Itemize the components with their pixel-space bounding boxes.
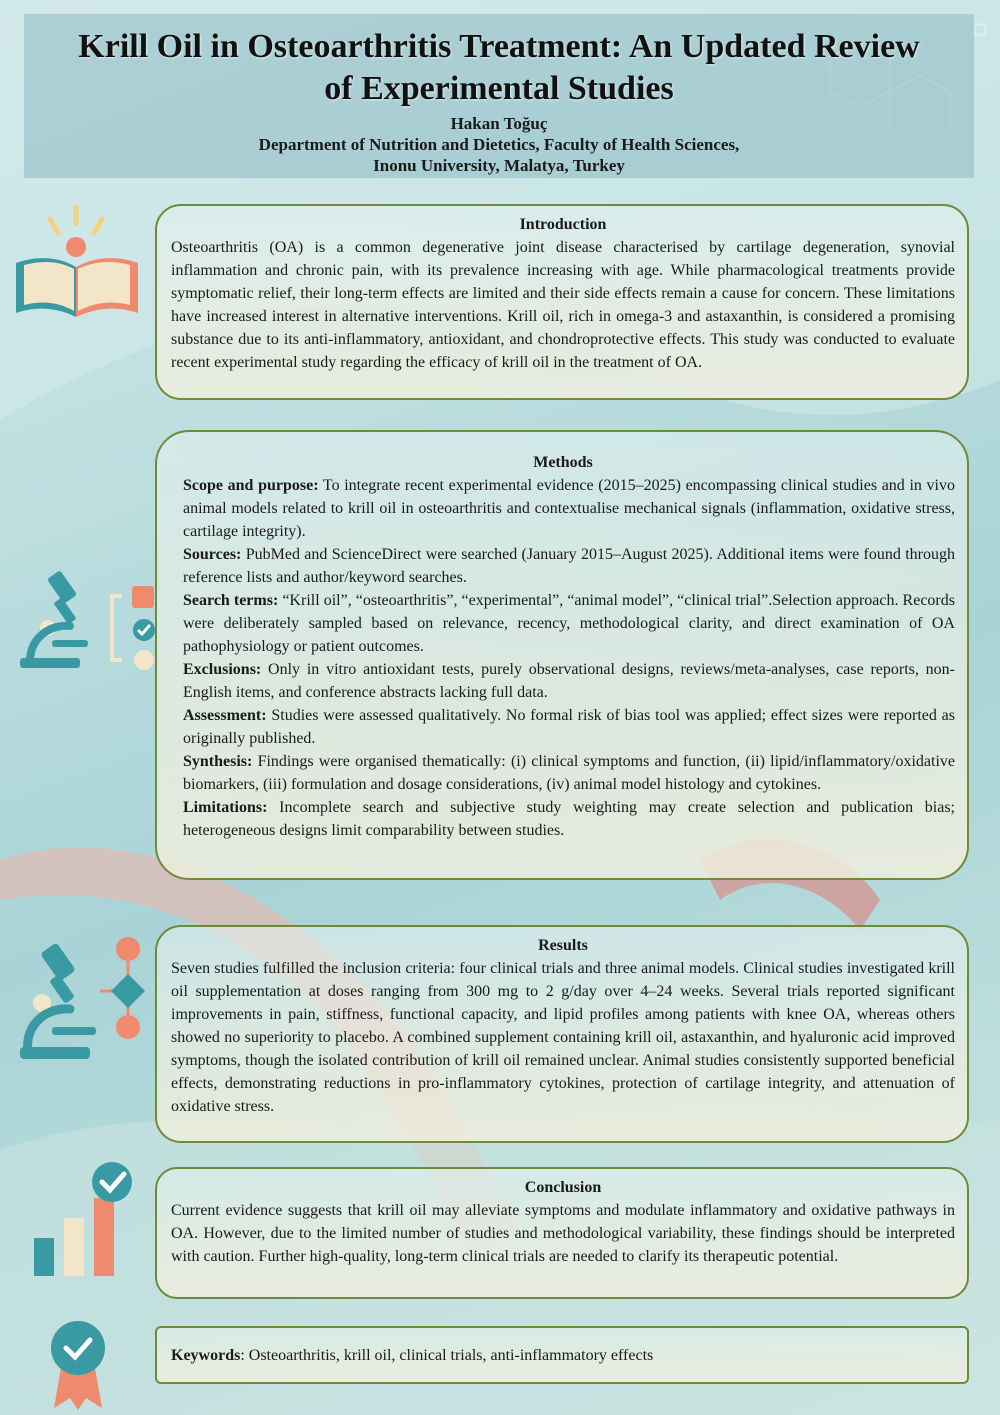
affiliation-line-1: Department of Nutrition and Dietetics, Faculty of Health Sciences, [258,135,740,154]
methods-item-label: Assessment: [183,707,267,724]
methods-item-label: Exclusions: [183,661,262,678]
methods-item-synthesis [183,750,955,796]
microscope-flow-icon [18,935,158,1065]
results-text: Seven studies fulfilled the inclusion criteria: four clinical trials and three animal models. Clinical studies investigated krill oil supplementation at doses ranging from 300 mg to 2 g/day over 4–24 weeks. Several trials reported significant improvements in pain, stiffness, functional capacity, and lipid profiles among patients with knee OA, whereas others showed no superiority to placebo. A combined supplement containing krill oil, astaxanthin, and hyaluronic acid improved symptoms, though the isolated contribution of krill oil remained unclear. Animal studies consistently supported beneficial effects, demonstrating reductions in pro-inflammatory cytokines, protection of cartilage integrity, and attenuation of oxidative stress. [171,960,955,1115]
open-book-icon [10,205,145,325]
methods-item-text: Only in vitro antioxidant tests, purely observational designs, reviews/meta-analyses, case reports, non-English items, and conference abstracts lacking full data. [183,661,955,701]
methods-item-limitations [183,796,955,842]
methods-item-exclusions [183,658,955,704]
methods-item-label: Synthesis: [183,753,253,770]
title-line-1: Krill Oil in Osteoarthritis Treatment: An Updated Review [78,28,920,65]
methods-section [155,430,969,880]
methods-item-label: Search terms: [183,592,279,609]
methods-item-label: Sources: [183,546,242,563]
conclusion-heading: Conclusion [524,1179,602,1196]
methods-heading: Methods [533,454,593,471]
results-section [155,925,969,1143]
methods-item-assessment [183,704,955,750]
methods-item-text: Findings were organised thematically: (i) clinical symptoms and function, (ii) lipid/inflammatory/oxidative biomarkers, (iii) formulation and dosage considerations, (iv) animal model histology and cytokines. [183,753,955,793]
methods-item-text: PubMed and ScienceDirect were searched (January 2015–August 2025). Additional items were found through reference lists and author/keyword searches. [183,546,955,586]
introduction-section [155,204,969,400]
introduction-text: Osteoarthritis (OA) is a common degenerative joint disease characterised by cartilage degeneration, synovial inflammation and chronic pain, with its prevalence increasing with age. While pharmacological treatments provide symptomatic relief, their long-term effects are limited and their side effects remain a cause for concern. These limitations have increased interest in alternative interventions. Krill oil, rich in omega-3 and astaxanthin, is considered a promising substance due to its anti-inflammatory, antioxidant, and chondroprotective effects. This study was conducted to evaluate recent experimental study regarding the efficacy of krill oil in the treatment of OA. [171,239,955,371]
methods-item-text: Studies were assessed qualitatively. No formal risk of bias tool was applied; effect sizes were reported as originally published. [183,707,955,747]
methods-item-sources [183,543,955,589]
methods-item-search-terms [183,589,955,658]
keywords-section [155,1326,969,1384]
results-heading: Results [538,937,588,954]
conclusion-text: Current evidence suggests that krill oil may alleviate symptoms and modulate inflammatory and oxidative pathways in OA. However, due to the limited number of studies and methodological variability, these findings should be interpreted with caution. Further high-quality, long-term clinical trials are needed to clarify its therapeutic potential. [171,1202,955,1265]
affiliation-line-2: Inonu University, Malatya, Turkey [373,156,625,175]
bar-chart-check-icon [28,1160,148,1280]
poster-header [24,14,974,178]
poster-title [24,26,974,110]
methods-item-text: “Krill oil”, “osteoarthritis”, “experimental”, “animal model”, “clinical trial”.Selection approach. Records were deliberately sampled based on relevance, recency, methodological clarity, and direct examination of OA pathophysiology or patient outcomes. [183,592,955,655]
methods-item-text: Incomplete search and subjective study weighting may create selection and publication bias; heterogeneous designs limit comparability between studies. [183,799,955,839]
methods-item-text: To integrate recent experimental evidence (2015–2025) encompassing clinical studies and in vivo animal models related to krill oil in osteoarthritis and contextualise mechanical signals (inflammation, oxidative stress, cartilage integrity). [183,477,956,540]
keywords-text: : Osteoarthritis, krill oil, clinical trials, anti-inflammatory effects [240,1347,654,1364]
introduction-heading: Introduction [519,216,607,233]
conclusion-section [155,1167,969,1299]
title-line-2: of Experimental Studies [324,70,674,107]
methods-item-scope [183,474,955,543]
methods-item-label: Scope and purpose: [183,477,319,494]
award-ribbon-check-icon [48,1318,108,1413]
author-name: Hakan Toğuç [450,114,548,133]
keywords-label: Keywords [171,1347,241,1364]
microscope-checklist-icon [12,566,162,676]
methods-item-label: Limitations: [183,799,268,816]
keywords-line [171,1344,955,1367]
